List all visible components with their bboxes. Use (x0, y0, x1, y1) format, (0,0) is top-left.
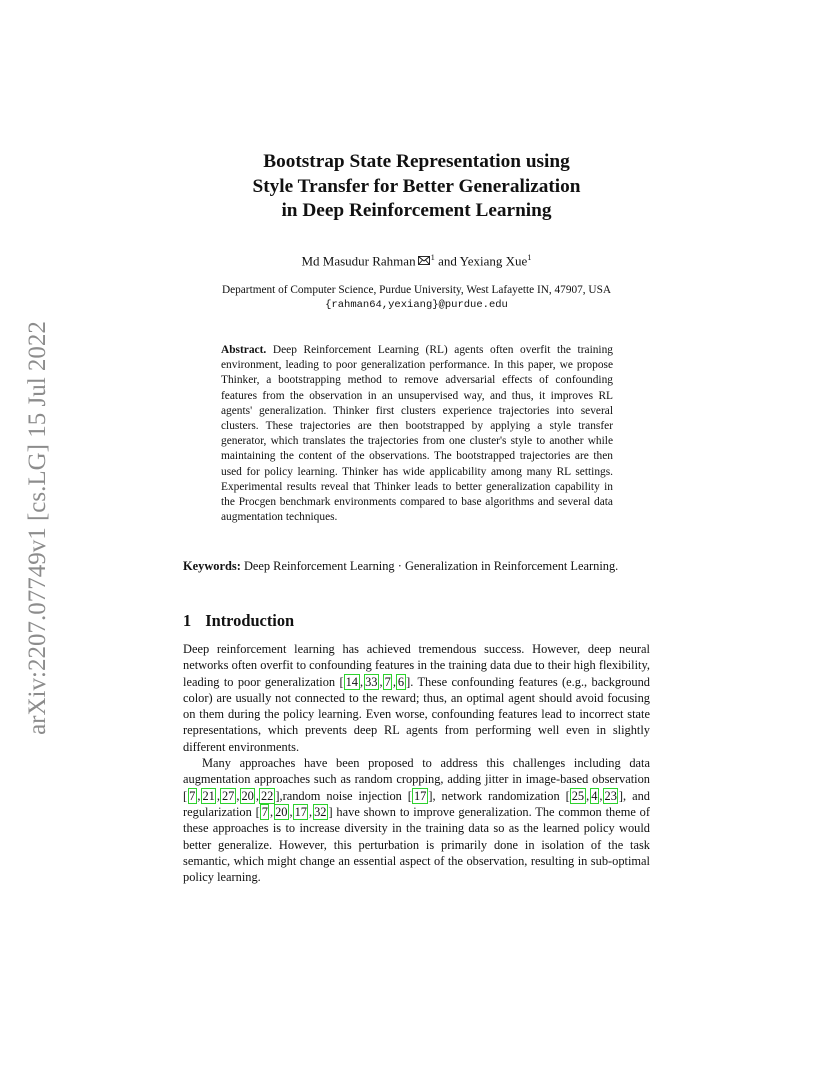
abstract-label: Abstract. (221, 344, 267, 356)
author-list (183, 252, 650, 269)
envelope-icon (418, 256, 430, 265)
section-title: Introduction (205, 611, 295, 630)
citation-link[interactable]: 6 (397, 674, 405, 689)
paragraph-text: ]. These confounding features (e.g., background color) are usually not connected to the reward; thus, an optimal agent should avoid focusing on them during the policy learning. Even worse, confounding features lead to incorrect state representations, which prevents deep RL agents from performing well even in slightly different environments. (183, 674, 651, 754)
paragraph-text: Deep reinforcement learning has achieved tremendous success. However, deep neural networks often overfit to confounding features in the training data due to their high flexibility, leading to poor generalization [ (183, 642, 650, 689)
citation-link[interactable]: 7 (384, 674, 391, 689)
abstract (221, 343, 613, 525)
citation-link[interactable]: 17 (294, 804, 307, 819)
abstract-text: Deep Reinforcement Learning (RL) agents often overfit the training environment, leading to poor generalization performance. In this paper, we propose Thinker, a bootstrapping method to remove adversarial effects of confounding features from the observation in an unsupervised way, and thus, it improves RL agents' generalization. Thinker first clusters experience trajectories into several clusters. These trajectories are then bootstrapped by applying a style transfer generator, which translates the trajectories from one cluster's style to another while maintaining the content of the observations. The bootstrapped trajectories are then used for policy learning. Thinker has wide applicability among many RL settings. Experimental results reveal that Thinker leads to better generalization capability in the Procgen benchmark environments compared to base algorithms and several data augmentation techniques. (221, 344, 613, 524)
title-line: in Deep Reinforcement Learning (281, 200, 552, 221)
paragraph: Deep reinforcement learning has achieved tremendous success. However, deep neural networks often overfit to confounding features in the training data due to their high flexibility, leading to poor generalization [ 14 , 33 , 7 , 6 ]. These confounding features (e.g., background color) are usually not connected to the reward; thus, an optimal agent should avoid focusing on them during the policy learning. Even worse, confounding features lead to incorrect state representations, which prevents deep RL agents from performing well even in slightly different environments. (183, 642, 651, 754)
citation-link[interactable]: 20 (275, 804, 288, 819)
citation-link[interactable]: 14 (345, 674, 358, 689)
affiliation-marker: 1 (430, 252, 435, 262)
citation-link[interactable]: 21 (202, 788, 215, 803)
title-line: Style Transfer for Better Generalization (252, 175, 581, 197)
paragraph: Many approaches have been proposed to address this challenges including data augmentation approaches such as random cropping, adding jitter in image-based observation [ 7 , 21 , 27 , 20 , 22 ],random noise injection [ 17 ], network randomization [ 25 , 4 , 23 ], and regularization [ 7 , 20 , 17 , 32 ] have shown to improve generalization. The common theme of these approaches is to increase diversity in the training data so as the learned policy would better generalize. However, this perturbation is primarily done in isolation of the task semantic, which might change an essential aspect of the observation, resulting in sub-optimal policy learning. (183, 756, 651, 885)
author-email: {rahman64,yexiang}@purdue.edu (325, 299, 508, 311)
affiliation-marker: 1 (527, 252, 532, 262)
citation-link[interactable]: 4 (591, 788, 598, 803)
keywords-text: Deep Reinforcement Learning · Generalization in Reinforcement Learning. (243, 559, 619, 573)
arxiv-id-text: arXiv:2207.07749v1 [cs.LG] 15 Jul 2022 (24, 321, 51, 735)
arxiv-identifier-stamp (20, 297, 56, 759)
citation-link[interactable]: 22 (260, 788, 274, 803)
paper-title (183, 150, 650, 224)
keywords (183, 558, 650, 574)
citation-link[interactable]: 23 (604, 788, 617, 803)
citation-link[interactable]: 17 (413, 788, 427, 803)
paragraph-text: ], network randomization [ (428, 788, 570, 803)
paragraph-text: ] have shown to improve generalization. The common theme of these approaches is to increase diversity in the training data so as the learned policy would better generalize. However, this perturbation is primarily done in isolation of the task semantic, which might change an essential aspect of the observation, resulting in sub-optimal policy learning. (183, 804, 651, 885)
citation-link[interactable]: 25 (571, 788, 585, 803)
citation-link[interactable]: 33 (365, 674, 378, 689)
section-heading (183, 611, 294, 631)
introduction-body (183, 641, 650, 885)
author-name: and Yexiang Xue (438, 253, 528, 269)
citation-link[interactable]: 27 (221, 788, 235, 803)
paragraph-text: ],random noise injection [ (275, 788, 412, 803)
affiliation: Department of Computer Science, Purdue University, West Lafayette IN, 47907, USA (221, 284, 612, 296)
title-line: Bootstrap State Representation using (263, 151, 570, 172)
affiliation-block (183, 283, 650, 313)
section-number: 1 (183, 611, 192, 630)
citation-link[interactable]: 20 (241, 788, 254, 803)
citation-link[interactable]: 7 (261, 804, 268, 819)
citation-link[interactable]: 7 (189, 788, 196, 803)
paragraph-text: Many approaches have been proposed to address this challenges including data augmentation approaches such as random cropping, adding jitter in image-based observation [ (183, 756, 650, 803)
paragraph-text: ], and regularization [ (183, 788, 650, 819)
author-name: Md Masudur Rahman (301, 253, 416, 269)
keywords-label: Keywords: (183, 559, 241, 573)
citation-link[interactable]: 32 (314, 804, 327, 819)
